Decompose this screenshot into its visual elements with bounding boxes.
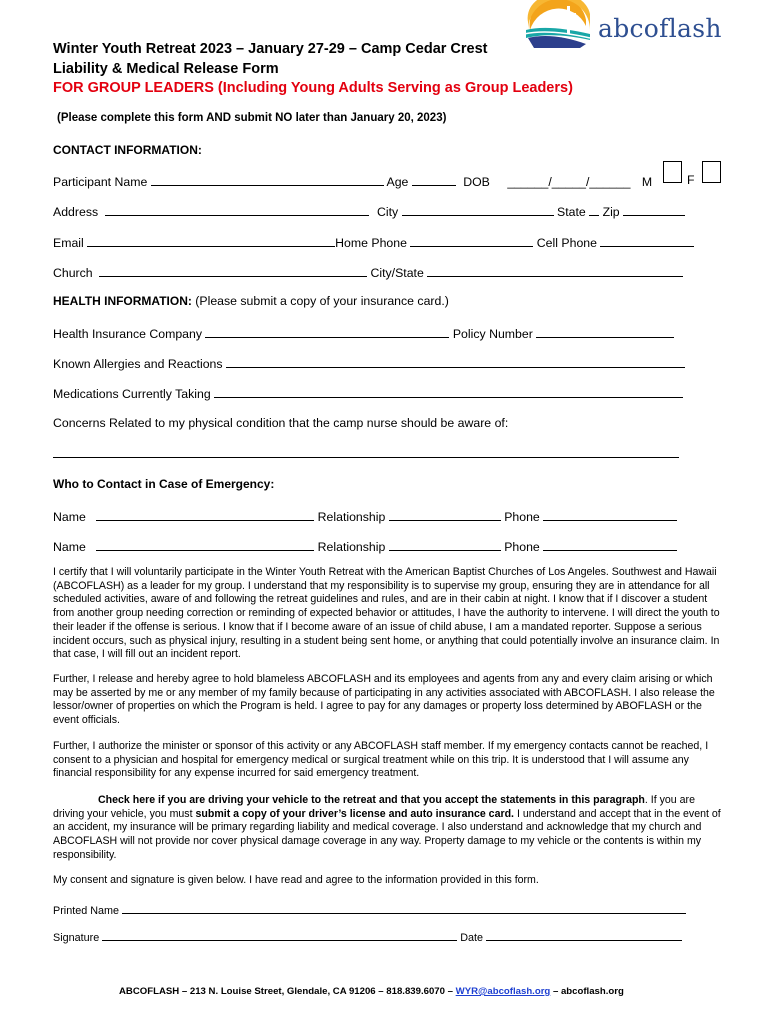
- emergency-relationship-label: Relationship: [317, 540, 386, 554]
- printed-name-label: Printed Name: [53, 905, 120, 917]
- printed-name-field[interactable]: [122, 902, 686, 914]
- home-phone-label: Home Phone: [335, 236, 407, 250]
- policy-number-field[interactable]: [536, 325, 674, 338]
- email-field[interactable]: [87, 234, 335, 247]
- emergency-name-field[interactable]: [96, 508, 314, 521]
- emergency-heading: Who to Contact in Case of Emergency:: [53, 477, 275, 491]
- city-state-field[interactable]: [427, 264, 683, 277]
- emergency-contact-row-2: [53, 538, 677, 554]
- printed-name-row: [53, 902, 686, 917]
- footer-address: ABCOFLASH – 213 N. Louise Street, Glendale, CA 91206 – 818.839.6070 –: [119, 986, 456, 997]
- logo-emblem-icon: [524, 0, 592, 48]
- logo: [524, 0, 724, 48]
- emergency-phone-field[interactable]: [543, 538, 677, 551]
- group-leaders-heading: FOR GROUP LEADERS (Including Young Adults Serving as Group Leaders): [53, 80, 573, 96]
- driving-paragraph: Check here if you are driving your vehicle to the retreat and that you accept the statements in this paragraph. If you are driving your vehicle, you must submit a copy of your driver’s license and auto insurance card. I understand and accept that in the event of an accident, my insurance will be primary regarding liability and medical coverage. I also understand and acknowledge that my church and ABCOFLASH will not provide nor cover physical damage coverage in any way. Property damage to my vehicle or the contents is within my responsibility.: [53, 794, 721, 861]
- male-label: M: [641, 175, 653, 189]
- emergency-name-field[interactable]: [96, 538, 314, 551]
- home-phone-field[interactable]: [410, 234, 533, 247]
- church-field[interactable]: [99, 264, 367, 277]
- driving-checkbox-statement[interactable]: Check here if you are driving your vehicle to the retreat and that you accept the statements in this paragraph: [98, 794, 645, 806]
- church-row: [53, 264, 683, 280]
- release-paragraph: Further, I release and hereby agree to hold blameless ABCOFLASH and its employees and agents from any and every claim arising or which may be asserted by me or any member of my family because of participating in any activities associated with ABCOFLASH. I also release the lessor/owner of properties on which the Program is held. I agree to pay for any damages or property loss determined by ABOFLASH or the event officials.: [53, 673, 715, 727]
- email-label: Email: [53, 236, 84, 250]
- emergency-phone-label: Phone: [504, 540, 540, 554]
- age-field[interactable]: [412, 173, 456, 186]
- address-field[interactable]: [105, 203, 369, 216]
- dob-label: DOB: [463, 175, 490, 189]
- insurance-company-field[interactable]: [205, 325, 449, 338]
- footer-site: – abcoflash.org: [550, 986, 624, 997]
- form-subtitle: Liability & Medical Release Form: [53, 61, 279, 77]
- medications-label: Medications Currently Taking: [53, 387, 211, 401]
- health-heading: HEALTH INFORMATION: (Please submit a copy of your insurance card.): [53, 294, 449, 308]
- emergency-name-label: Name: [53, 510, 86, 524]
- participant-row: [53, 173, 652, 189]
- male-checkbox[interactable]: [663, 161, 682, 183]
- form-title: Winter Youth Retreat 2023 – January 27-29 – Camp Cedar Crest: [53, 41, 488, 57]
- contact-heading: CONTACT INFORMATION:: [53, 143, 202, 157]
- cell-phone-field[interactable]: [600, 234, 694, 247]
- footer-email-link[interactable]: WYR@abcoflash.org: [455, 986, 551, 997]
- age-label: Age: [386, 175, 409, 189]
- cell-phone-label: Cell Phone: [536, 236, 597, 250]
- female-label: F: [687, 173, 695, 187]
- city-field[interactable]: [402, 203, 554, 216]
- health-heading-note: (Please submit a copy of your insurance card.): [191, 294, 449, 308]
- state-label: State: [557, 205, 586, 219]
- signature-row: [53, 929, 682, 944]
- policy-number-label: Policy Number: [452, 327, 533, 341]
- logo-text: abcoflash: [598, 14, 722, 43]
- medications-field[interactable]: [214, 385, 683, 398]
- dob-field[interactable]: ______/_____/______: [507, 175, 631, 189]
- emergency-contact-row-1: [53, 508, 677, 524]
- insurance-row: [53, 325, 674, 341]
- emergency-name-label: Name: [53, 540, 86, 554]
- footer: [119, 986, 624, 997]
- emergency-phone-label: Phone: [504, 510, 540, 524]
- signature-label: Signature: [53, 932, 100, 944]
- allergies-field[interactable]: [226, 355, 685, 368]
- emergency-relationship-field[interactable]: [389, 538, 501, 551]
- participant-name-label: Participant Name: [53, 175, 148, 189]
- concerns-label: Concerns Related to my physical condition that the camp nurse should be aware of:: [53, 416, 509, 430]
- city-state-label: City/State: [370, 266, 424, 280]
- signature-field[interactable]: [102, 929, 457, 941]
- address-row: [53, 203, 685, 219]
- state-field[interactable]: [589, 203, 599, 216]
- participant-name-field[interactable]: [151, 173, 384, 186]
- email-row: [53, 234, 694, 250]
- insurance-company-label: Health Insurance Company: [53, 327, 203, 341]
- zip-label: Zip: [602, 205, 620, 219]
- submission-deadline: (Please complete this form AND submit NO later than January 20, 2023): [57, 112, 447, 124]
- address-label: Address: [53, 205, 99, 219]
- consent-paragraph: My consent and signature is given below. I have read and agree to the information provided in this form.: [53, 874, 539, 886]
- female-checkbox[interactable]: [702, 161, 721, 183]
- concerns-field[interactable]: [53, 457, 679, 458]
- church-label: Church: [53, 266, 93, 280]
- medical-authorization-paragraph: Further, I authorize the minister or sponsor of this activity or any ABCOFLASH staff member. If my emergency contacts cannot be reached, I consent to a physician and hospital for emergency medical or surgical treatment while on this trip. It is understood that I will assume any financial responsibility for any expense incurred for said emergency treatment.: [53, 740, 709, 780]
- zip-field[interactable]: [623, 203, 685, 216]
- emergency-relationship-label: Relationship: [317, 510, 386, 524]
- date-label: Date: [460, 932, 484, 944]
- date-field[interactable]: [486, 929, 682, 941]
- city-label: City: [376, 205, 399, 219]
- medications-row: [53, 385, 683, 401]
- allergies-label: Known Allergies and Reactions: [53, 357, 223, 371]
- leader-responsibility-paragraph: I certify that I will voluntarily participate in the Winter Youth Retreat with the American Baptist Churches of Los Angeles. Southwest and Hawaii (ABCOFLASH) as a leader for my group. I understand that my responsibility is to supervise my group, ensuring they are in attendance for all scheduled activities, aware of and following the retreat guidelines and rules, and are in their cabin at night. I know that if I discover a student from another group needing correction or reminding of expected behavior or attitudes, I have the authority to intervene. I will direct the youth to their leader if the offense is serious. I know that if I become aware of an issue of child abuse, I am a mandated reporter. Suppose a serious incident occurs, such as physical injury, resulting in a student being sent home, or anything that could potentially involve an insurance claim. In that case, I will fill out an incident report.: [53, 566, 720, 661]
- emergency-phone-field[interactable]: [543, 508, 677, 521]
- emergency-relationship-field[interactable]: [389, 508, 501, 521]
- allergies-row: [53, 355, 685, 371]
